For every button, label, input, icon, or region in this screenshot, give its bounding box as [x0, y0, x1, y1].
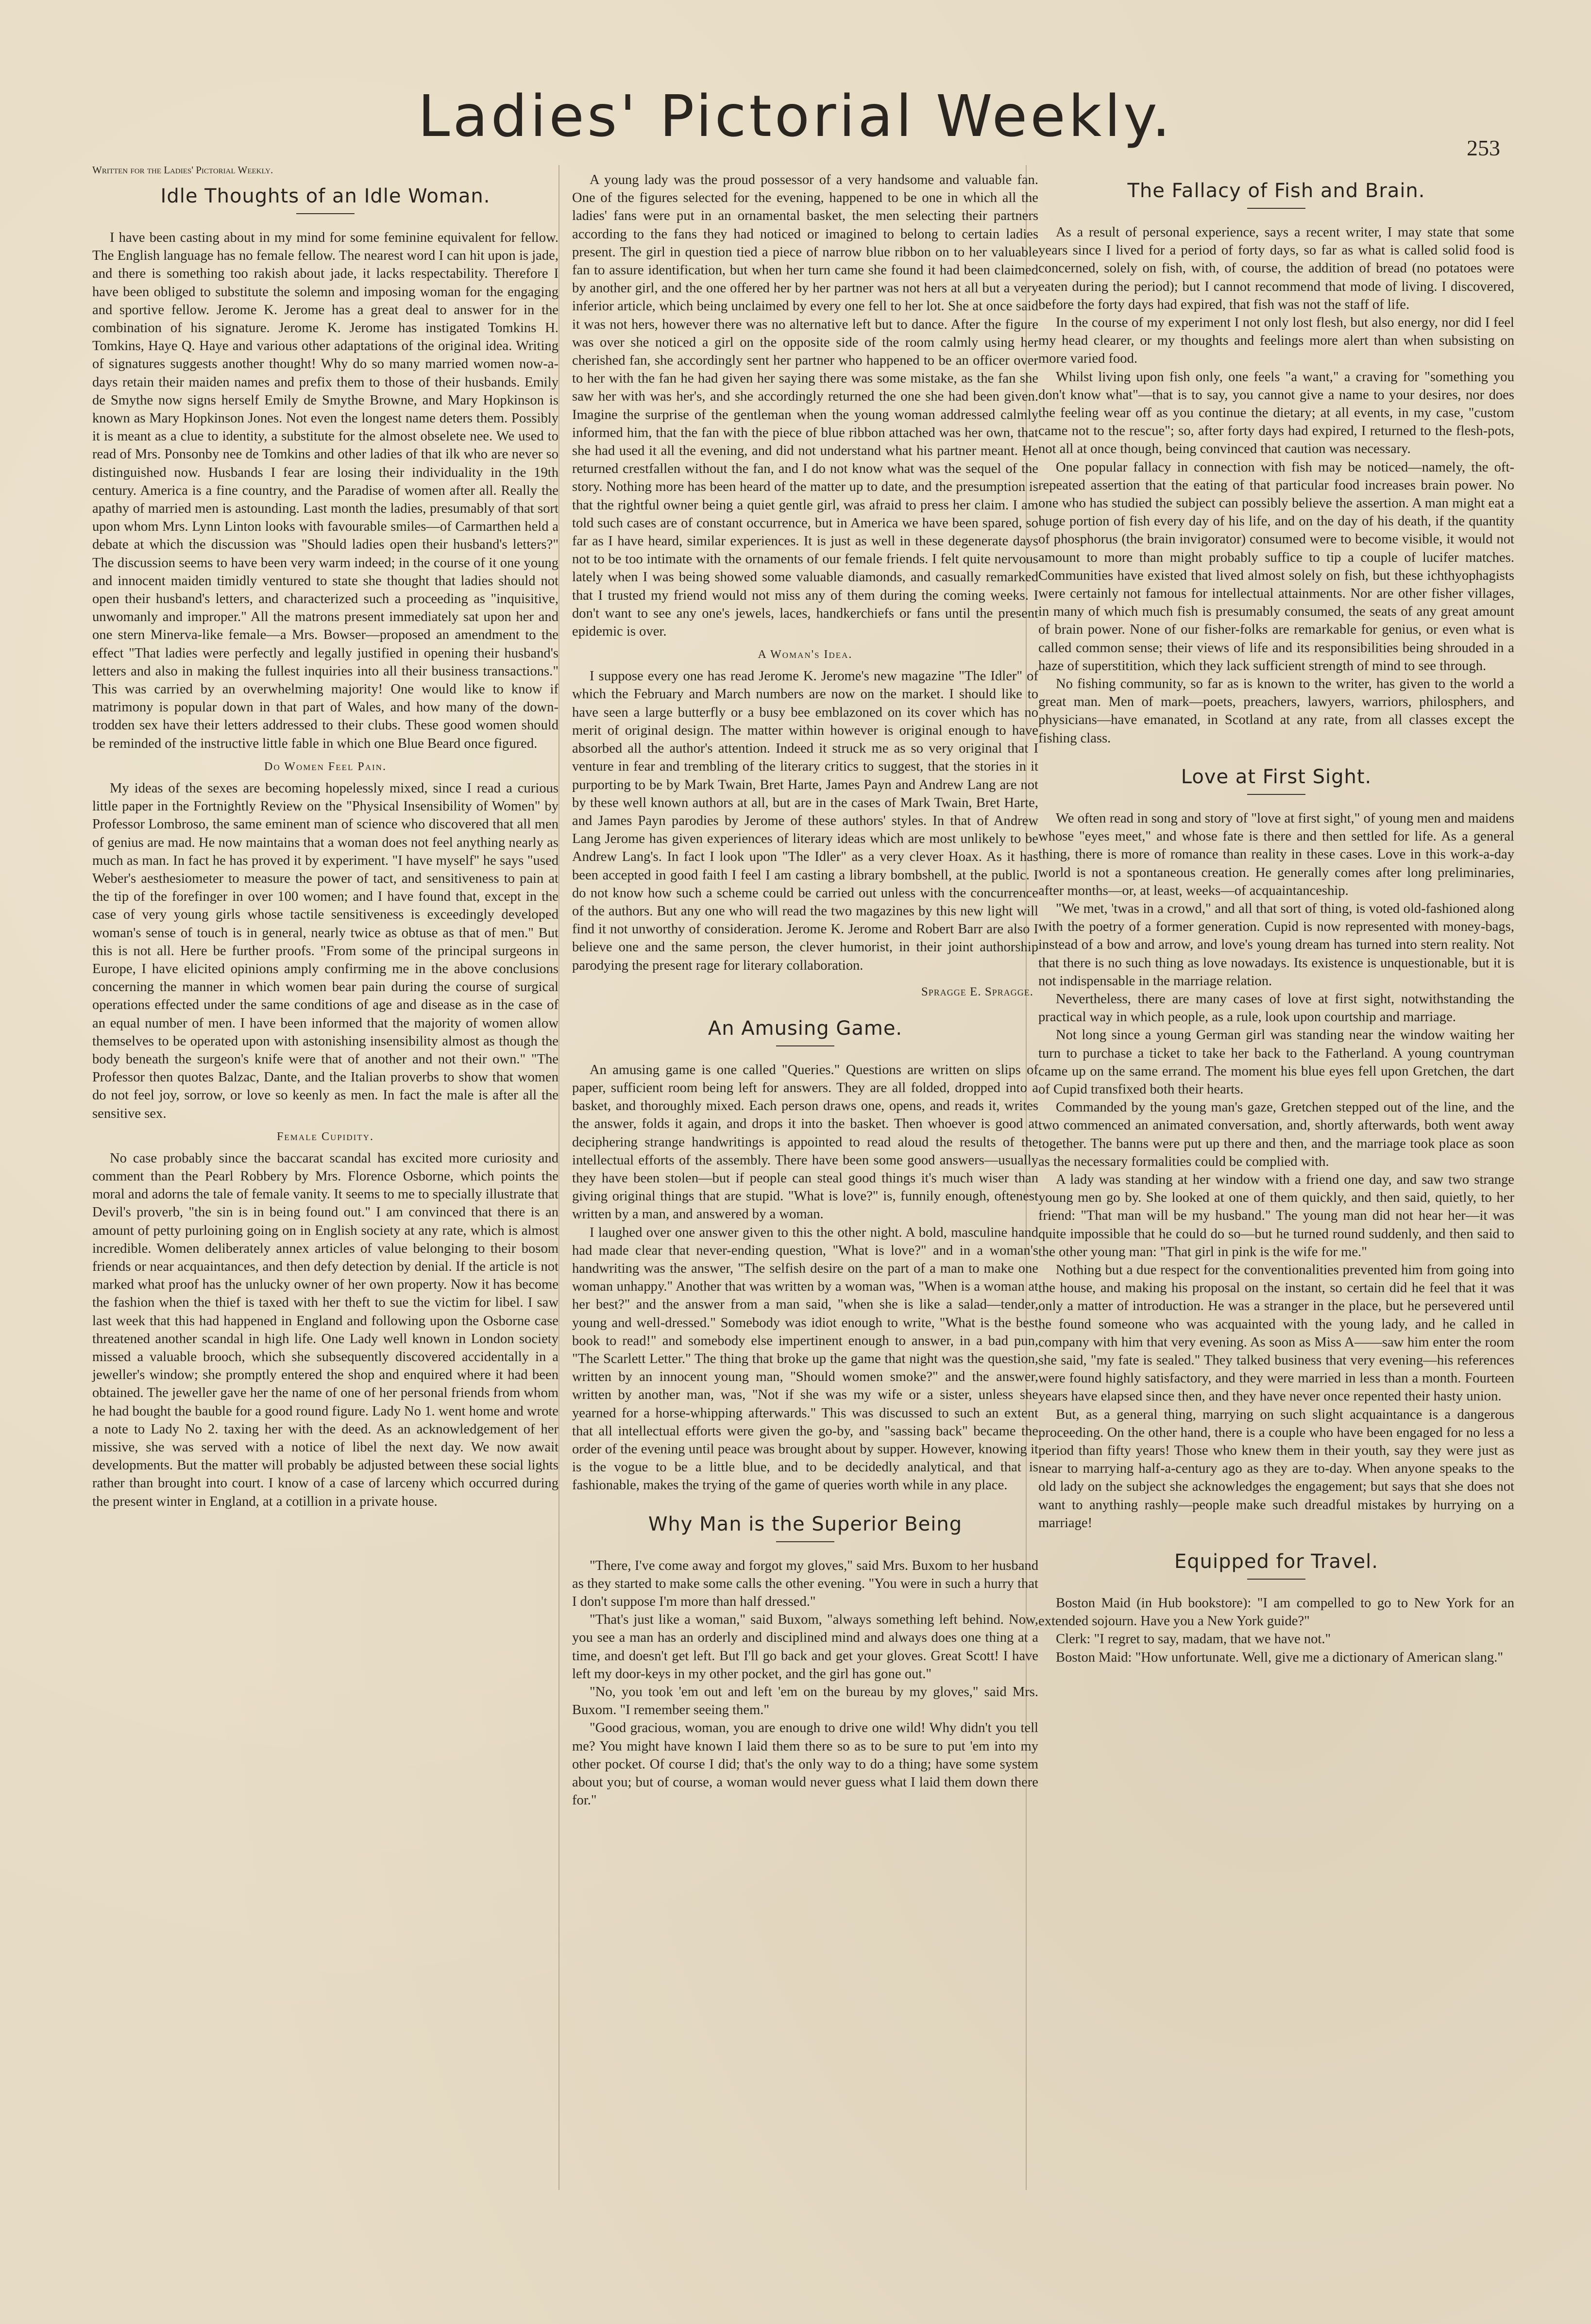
article-paragraph: No fishing community, so far as is known to the writer, has given to the world a great man. Men of mark—poets, preachers, lawyers, warriors, philosphers, and physicians—have emanated, in Scotland at any rate, from all classes except the fishing class. — [1038, 676, 1514, 746]
article-paragraph: No case probably since the baccarat scandal has excited more curiosity and comment than the Pearl Robbery by Mrs. Florence Osborne, which points the moral and adorns the tale of female vanity. It seems to me to specially illustrate that Devil's proverb, "the sin is in being found out." I am convinced that there is an amount of petty purloining going on in English society at any rate, which is almost incredible. Women deliberately annex articles of value belonging to their bosom friends or near acquaintances, and then defy detection by denial. If the article is not marked what proof has the unlucky owner of her own property. Now it has become the fashion when the thief is taxed with her theft to sue the victim for libel. I saw last week that this had happened in England and following upon the Osborne case threatened another scandal in high life. One Lady well known in London society missed a valuable brooch, which she subsequently discovered accidentally in a jeweller's window; she promptly entered the shop and enquired where it had been obtained. The jeweller gave her the name of one of her personal friends from whom he had bought the bauble for a good round figure. Lady No 1. went home and wrote a note to Lady No 2. taxing her with the deed. As an acknowledgement of her missive, she was served with a notice of libel the next day. We now await developments. But the matter will probably be adjusted between these social lights rather than brought into court. I know of a case of larceny which occurred during the present winter in England, at a cotillion in a private house. — [92, 1150, 559, 1509]
article-paragraph: A lady was standing at her window with a friend one day, and saw two strange young men go by. She looked at one of them quickly, and then said, quietly, to her friend: "That man will be my husband." The young man did not hear her—it was quite impossible that he could do so—but he turned round suddenly, and then said to the other young man: "That girl in pink is the wife for me." — [1038, 1172, 1514, 1260]
article-paragraph: "We met, 'twas in a crowd," and all that sort of thing, is voted old-fashioned along with the poetry of a former generation. Cupid is now represented with money-bags, instead of a bow and arrow, and love's young dream has turned into stern reality. Not that there is no such thing as love nowadays. Its existence is unquestionable, but it is not indispensable in the marriage relation. — [1038, 901, 1514, 989]
article-paragraph: As a result of personal experience, says a recent writer, I may state that some years since I lived for a period of forty days, so far as what is called solid food is concerned, solely on fish, with, of course, the addition of bread (no potatoes were eaten during the period); but I cannot recommend that mode of living. I discovered, before the forty days had expired, that fish was not the staff of life. — [1038, 225, 1514, 312]
article-paragraph: I have been casting about in my mind for some feminine equivalent for fellow. The English language has no female fellow. The nearest word I can hit upon is jade, and there is something too rakish about jade, it lacks respectability. Therefore I have been obliged to substitute the solemn and imposing woman for the engaging and sportive fellow. Jerome K. Jerome has a great deal to answer for in the combination of his signature. Jerome K. Jerome has instigated Tomkins H. Tomkins, Haye Q. Haye and various other adaptations of the original idea. Writing of signatures suggests another thought! Why do so many married women now-a-days retain their maiden names and prefix them to those of their husbands. Emily de Smythe now signs herself Emily de Smythe Browne, and Mary Hopkinson is known as Mary Hopkinson Jones. Not even the longest name deters them. Possibly it is meant as a clue to identity, a substitute for the almost obselete nee. We used to read of Mrs. Ponsonby nee de Tomkins and other ladies of that ilk who are never so distinguished now. Husbands I fear are losing their individuality in the 19th century. America is a fine country, and the Paradise of women after all. Really the apathy of married men is astounding. Last month the ladies, presumably of that sort upon whom Mrs. Lynn Linton looks with favourable smiles—of Carmarthen held a debate at which the discussion was "Should ladies open their husband's letters?" The discussion seems to have been very warm indeed; in the course of it one young and innocent maiden timidly ventured to state she thought that ladies should not open their husband's letters, and characterized such a proceeding as "inquisitive, unwomanly and improper." All the matrons present immediately sat upon her and one stern Minerva-like female—a Mrs. Bowser—proposed an amendment to the effect "That ladies were perfectly and legally justified in opening their husband's letters and also in making the fullest inquiries into all their business transactions." This was carried by an overwhelming majority! One would like to know if matrimony is popular down in that part of Wales, and how many of the down-trodden sex have their letters addressed to their clubs. These good women should be reminded of the instructive little fable in which one Blue Beard once figured. — [92, 230, 559, 751]
author-signature: Spragge E. Spragge. — [921, 985, 1033, 998]
section-heading-female-cupidity: Female Cupidity. — [277, 1130, 374, 1143]
title-rule — [296, 213, 355, 214]
title-rule — [1247, 794, 1305, 795]
column-2 — [572, 171, 1038, 1809]
article-paragraph: An amusing game is one called "Queries." Questions are written on slips of paper, sufficient room being left for answers. They are all folded, dropped into a basket, and thoroughly mixed. Each person draws one, opens, and reads it, writes the answer, folds it again, and drops it into the basket. Then whoever is good at deciphering strange handwritings is appointed to read aloud the results of the intellectual efforts of the assembly. There have been some good answers—usually they have been stolen—but if people can steal good things it's much wiser than giving original things that are stupid. "What is love?" is, funnily enough, oftenest written by a man, and answered by a woman. — [572, 1062, 1038, 1222]
section-heading-do-women-feel-pain: Do Women Feel Pain. — [264, 760, 387, 773]
article-paragraph: Clerk: "I regret to say, madam, that we have not." — [1056, 1632, 1331, 1647]
column-1 — [92, 160, 559, 1511]
section-heading-a-womans-idea: A Woman's Idea. — [758, 648, 853, 661]
article-paragraph: Nothing but a due respect for the conventionalities prevented him from going into the house, and making his proposal on the instant, so certain did he feel that it was only a matter of introduction. He was a stranger in the place, but he persevered until he found someone who was acquainted with the young lady, and he called in company with him that very evening. As soon as Miss A——saw him enter the room she said, "my fate is sealed." They talked business that very evening—his references were found highly satisfactory, and they were married in less than a month. Fourteen years have elapsed since then, and they have never once repented their hasty union. — [1038, 1262, 1514, 1404]
article-paragraph: Whilst living upon fish only, one feels "a want," a craving for "something you don't know what"—that is to say, you cannot give a name to your desires, nor does the feeling wear off as you continue the dietary; at all events, in my case, "custom came not to the rescue"; so, after forty days had expired, I returned to the flesh-pots, not all at once though, being convinced that caution was necessary. — [1038, 369, 1514, 457]
article-paragraph: My ideas of the sexes are becoming hopelessly mixed, since I read a curious little paper in the Fortnightly Review on the "Physical Insensibility of Women" by Professor Lombroso, the same eminent man of science who discovered that all men of genius are mad. He now maintains that a woman does not feel anything nearly as much as man. In fact he has proved it by experiment. "I have myself" he says "used Weber's aesthesiometer to measure the power of tact, and sensitiveness to pain at the tip of the forefinger in over 100 women; and I have found that, except in the case of very young girls whose tactile sensitiveness is exceedingly developed woman's sense of touch is in general, nearly twice as obtuse as that of men." But this is not all. Here be further proofs. "From some of the principal surgeons in Europe, I have elicited opinions amply confirming me in the above conclusions concerning the manner in which women bear pain during the course of surgical operations effected under the same conditions of age and disease as in the case of an equal number of men. I have been informed that the majority of women allow themselves to be operated upon with astonishing insensibility almost as though the body beneath the surgeon's knife were that of another and not their own." "The Professor then quotes Balzac, Dante, and the Italian proverbs to show that women do not feel joy, sorrow, or love so keenly as men. In fact the male is after all the sensitive sex. — [92, 780, 559, 1121]
masthead-title: Ladies' Pictorial Weekly. — [418, 83, 1173, 150]
article-paragraph: Boston Maid (in Hub bookstore): "I am compelled to go to New York for an extended sojourn. Have you a New York guide?" — [1038, 1596, 1514, 1629]
article-paragraph: I laughed over one answer given to this the other night. A bold, masculine hand had made clear that never-ending question, "What is love?" and in a woman's handwriting was the answer, "The selfish desire on the part of a man to make one woman unhappy." Another that was written by a woman was, "When is a woman at her best?" and the answer from a man said, "when she is like a salad—tender, young and well-dressed." Somebody was idiot enough to write, "What is the best book to read!" and somebody else impertinent enough to answer, in a bad pun, "The Scarlett Letter." The thing that broke up the game that night was the question, written by an innocent young man, "Should women smoke?" and the answer, written by another man, was, "Not if she was my wife or a sister, unless she yearned for a horse-whipping afterwards." This was discussed to such an extent that all intellectual efforts were given the go-by, and "sassing back" became the order of the evening until peace was brought about by supper. However, knowing it is the vogue to be a little blue, and to be decidedly analytical, and that is fashionable, makes the trying of the game of queries worth while in any place. — [572, 1225, 1038, 1493]
title-rule — [776, 1541, 834, 1542]
column-3 — [1038, 171, 1514, 1667]
article-paragraph: "That's just like a woman," said Buxom, "always something left behind. Now, you see a man has an orderly and disciplined mind and always does one thing at a time, and doesn't get left. But I'll go back and get your gloves. Great Scott! I have left my door-keys in my other pocket, and the girl has gone out." — [572, 1612, 1038, 1682]
article-title-fallacy-fish-brain: The Fallacy of Fish and Brain. — [1127, 180, 1425, 202]
article-paragraph: "Good gracious, woman, you are enough to drive one wild! Why didn't you tell me? You might have known I laid them there so as to be sure to put 'em into my other pocket. Of course I did; that's the only way to do a thing; have some system about you; but of course, a woman would never guess what I laid them down there for." — [572, 1720, 1038, 1808]
article-paragraph: "No, you took 'em out and left 'em on the bureau by my gloves," said Mrs. Buxom. "I remember seeing them." — [572, 1684, 1038, 1718]
page-number: 253 — [1467, 135, 1500, 160]
article-paragraph: In the course of my experiment I not only lost flesh, but also energy, nor did I feel my head clearer, or my thoughts and feelings more alert than when subsisting on more varied food. — [1038, 315, 1514, 367]
title-rule — [1247, 208, 1305, 209]
title-rule — [776, 1045, 834, 1046]
byline-credit: Written for the Ladies' Pictorial Weekly. — [92, 164, 273, 176]
article-title-equipped-travel: Equipped for Travel. — [1174, 1550, 1378, 1573]
article-paragraph: A young lady was the proud possessor of a very handsome and valuable fan. One of the figures selected for the evening, happened to be one in which all the ladies' fans were put in an ornamental basket, the men selecting their partners according to the fans they had noticed or imagined to belong to certain ladies present. The girl in question tied a piece of narrow blue ribbon on to her valuable fan to assure identification, but when her turn came she found it had been claimed by another girl, and the one offered her by her partner was not hers at all but a very inferior article, which being unclaimed by every one fell to her lot. She at once said it was not hers, however there was no alternative left but to dance. After the figure was over she noticed a girl on the opposite side of the room calmly using her cherished fan, she accordingly sent her partner who happened to be an officer over to her with the fan he had given her saying there was some mistake, as the fan she saw her with was her's, and she accordingly returned the one she had been given. Imagine the surprise of the gentleman when the young woman addressed calmly informed him, that the fan with the piece of blue ribbon attached was her own, that she had used it all the evening, and did not understand what his partner meant. He returned crestfallen without the fan, and I do not know what was the sequel of the story. Nothing more has been heard of the matter up to date, and the presumption is that the rightful owner being a quiet gentle girl, was afraid to press her claim. I am told such cases are of constant occurrence, but in America we have been spared, so far as I have heard, similar experiences. It is just as well in these degenerate days not to be too intimate with the ornaments of our female friends. I felt quite nervous lately when I was being showed some valuable diamonds, and casually remarked that I trusted my friend would not miss any of them during the coming weeks. I don't want to see any one's jewels, laces, handkerchiefs or fans until the present epidemic is over. — [572, 172, 1038, 640]
article-paragraph: I suppose every one has read Jerome K. Jerome's new magazine "The Idler" of which the February and March numbers are now on the market. I should like to have seen a large butterfly or a busy bee emblazoned on its cover which has no merit of original design. The matter within however is original enough to have absorbed all the author's attention. Indeed it struck me as so very original that I venture in fear and trembling of the literary critics to suggest, that the stories in it purporting to be by Mark Twain, Bret Harte, James Payn and Andrew Lang are not by these well known authors at all, but are in the cases of Mark Twain, Bret Harte, and James Payn parodies by Jerome of these authors' styles. In that of Andrew Lang Jerome has given experiences of literary ideas which are most unlikely to be Andrew Lang's. In fact I look upon "The Idler" as a very clever Hoax. As it has been accepted in good faith I feel I am casting a library bombshell, at the public. I do not know how such a scheme could be carried out unless with the concurrence of the authors. But any one who will read the two magazines by this new light will find it not unworthy of consideration. Jerome K. Jerome and Robert Barr are also I believe one and the same person, the clever humorist, in their joint authorship parodying the present rage for literary collaboration. — [572, 669, 1038, 973]
article-title-love-first-sight: Love at First Sight. — [1181, 765, 1372, 788]
article-paragraph: Not long since a young German girl was standing near the window waiting her turn to purchase a ticket to take her back to the Fatherland. A young countryman came up on the same errand. The moment his blue eyes fell upon Gretchen, the dart of Cupid transfixed both their hearts. — [1038, 1027, 1514, 1097]
article-title-idle-thoughts: Idle Thoughts of an Idle Woman. — [160, 185, 491, 207]
article-title-amusing-game: An Amusing Game. — [708, 1017, 903, 1040]
article-paragraph: Commanded by the young man's gaze, Gretchen stepped out of the line, and the two commenced an animated conversation, and, shortly afterwards, both went away together. The banns were put up there and then, and the marriage took place as soon as the necessary formalities could be complied with. — [1038, 1100, 1514, 1169]
article-title-why-man-superior: Why Man is the Superior Being — [648, 1513, 963, 1535]
article-paragraph: But, as a general thing, marrying on such slight acquaintance is a dangerous proceeding. On the other hand, there is a couple who have been engaged for no less a period than fifty years! Those who knew them in their youth, say they were just as near to marrying half-a-century ago as they are to-day. When anyone speaks to the old lady on the subject she acknowledges the engagement; but says that she does not want to anything rashly—people make such dreadful mistakes by hurrying on a marriage! — [1038, 1407, 1514, 1531]
title-rule — [1247, 1579, 1305, 1580]
article-paragraph: "There, I've come away and forgot my gloves," said Mrs. Buxom to her husband as they started to make some calls the other evening. "You were in such a hurry that I don't suppose I'm more than half dressed." — [572, 1558, 1038, 1610]
article-paragraph: Boston Maid: "How unfortunate. Well, give me a dictionary of American slang." — [1056, 1650, 1504, 1665]
article-paragraph: One popular fallacy in connection with fish may be noticed—namely, the oft-repeated assertion that the eating of that particular food increases brain power. No one who has studied the subject can possibly believe the assertion. A man might eat a huge portion of fish every day of his life, and on the day of his death, if the quantity of phosphorus (the brain invigorator) consumed were to become visible, it would not amount to more than might probably suffice to tip a couple of lucifer matches. Communities have existed that lived almost solely on fish, but these ichthyophagists were certainly not famous for intellectual attainments. Nor are other fisher villages, in many of which much fish is presumably consumed, the seats of any great amount of brain power. None of our fisher-folks are remarkable for genius, or even what is called common sense; their views of life and its responsibilities being shrouded in a haze of superstitition, which they lack sufficient strength of mind to see through. — [1038, 459, 1514, 674]
article-paragraph: Nevertheless, there are many cases of love at first sight, notwithstanding the practical way in which people, as a rule, look upon courtship and marriage. — [1038, 991, 1514, 1025]
article-paragraph: We often read in song and story of "love at first sight," of young men and maidens whose "eyes meet," and whose fate is there and then settled for life. As a general thing, there is more of romance than reality in these cases. Love in this work-a-day world is not a spontaneous creation. He generally comes after long preliminaries, after months—or, at least, weeks—of acquaintanceship. — [1038, 810, 1514, 898]
